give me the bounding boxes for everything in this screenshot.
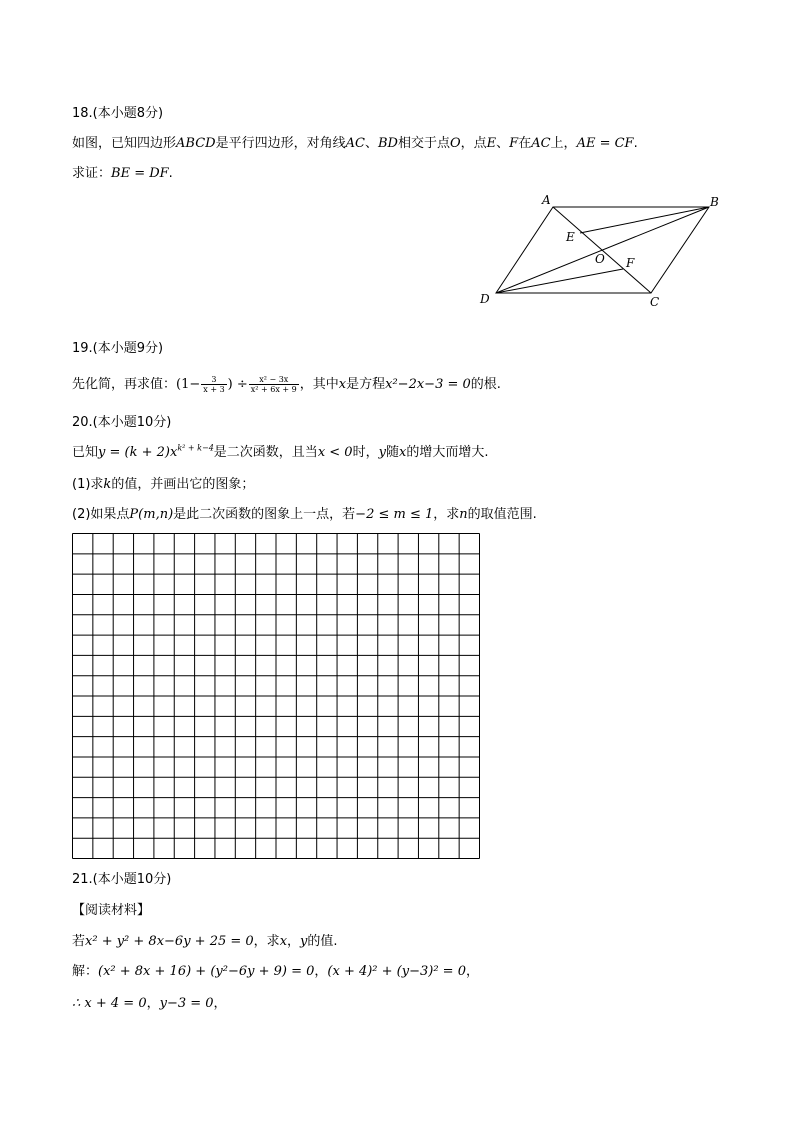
label-o: O — [595, 252, 605, 266]
reading-material-title: 【阅读材料】 — [72, 903, 151, 918]
segment-df — [496, 269, 623, 293]
q21-solution-step2: ∴ x + 4 = 0，y−3 = 0， — [72, 996, 227, 1011]
answer-grid — [72, 533, 480, 859]
segment-be — [580, 207, 709, 233]
parallelogram-figure — [470, 188, 730, 313]
diagonal-bd — [496, 207, 709, 293]
q19-heading: 19.(本小题9分) — [72, 341, 164, 356]
q18-heading: 18.(本小题8分) — [72, 106, 164, 121]
label-a: A — [542, 193, 551, 207]
q18-prove: 求证：BE = DF. — [72, 166, 173, 181]
q20-heading: 20.(本小题10分) — [72, 415, 172, 430]
label-b: B — [710, 195, 719, 209]
q20-statement: 已知$y = (k + 2)x^{k^2 + k-4}$是二次函数，且当x < 0时，y随x的增大而增大. — [72, 443, 489, 460]
label-e: E — [566, 230, 575, 244]
q20-part1: (1)求k的值，并画出它的图象； — [72, 477, 255, 492]
label-c: C — [650, 295, 660, 309]
q21-example: 若x² + y² + 8x−6y + 25 = 0，求x，y的值. — [72, 934, 338, 949]
fraction-3-over-x-plus-3: $\frac{3}{x + 3}$ — [203, 375, 225, 394]
q19-statement: 先化简，再求值：(1− $\frac{3}{x + 3}$ ) ÷ $\frac{\text{x² − 3x}}{\text{x² + 6x + 9}}$ ，其中x是方程x²−2x−3 = 0的根. — [72, 375, 501, 394]
label-f: F — [626, 256, 635, 270]
q21-solution-step1: 解：(x² + 8x + 16) + (y²−6y + 9) = 0，(x + 4)² + (y−3)² = 0， — [72, 964, 479, 979]
q20-part2: (2)如果点P(m,n)是此二次函数的图象上一点，若−2 ≤ m ≤ 1，求n的取值范围. — [72, 507, 537, 522]
q18-statement: 如图，已知四边形ABCD是平行四边形，对角线AC、BD相交于点O，点E、F在AC上，AE = CF. — [72, 136, 638, 151]
q21-heading: 21.(本小题10分) — [72, 872, 172, 887]
fraction-x2-3x-over-x2-6x-9: $\frac{\text{x² − 3x}}{\text{x² + 6x + 9}}$ — [250, 375, 297, 394]
label-d: D — [480, 292, 490, 306]
